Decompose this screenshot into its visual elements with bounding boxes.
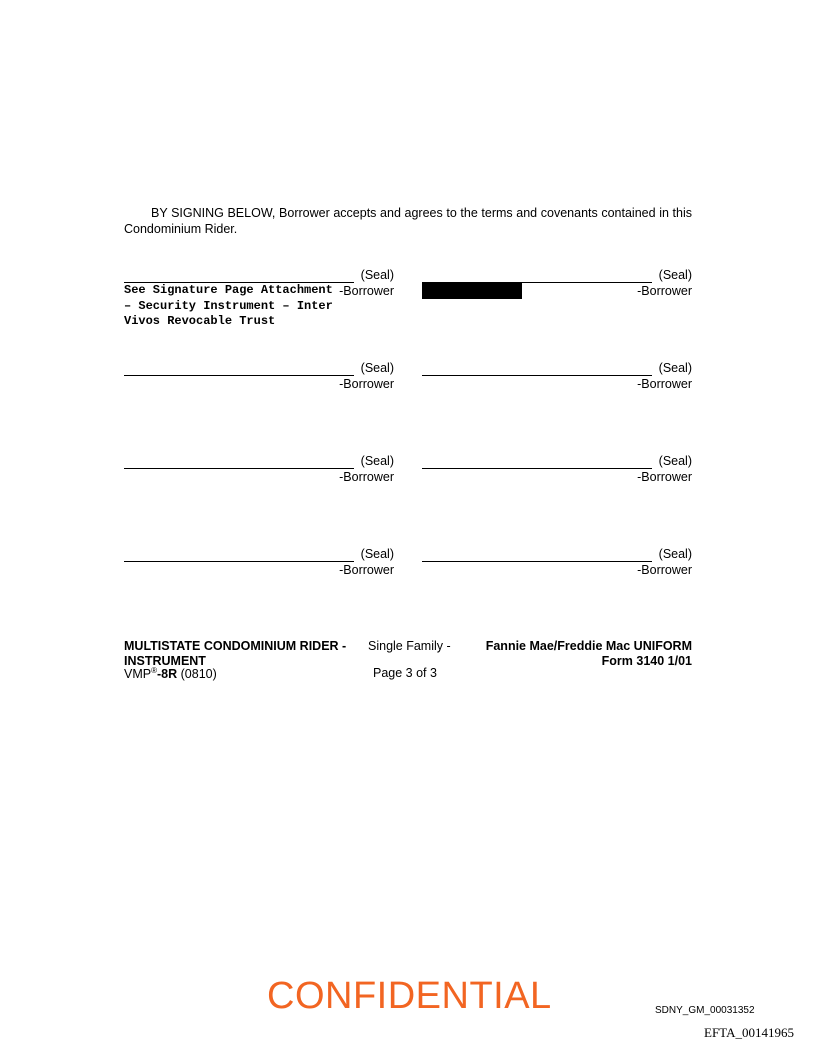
borrower-label: -Borrower: [637, 284, 692, 298]
signature-block-6: [422, 454, 692, 488]
vmp-label: VMP: [124, 667, 152, 682]
intro-text: BY SIGNING BELOW, Borrower accepts and agrees to the terms and covenants contained in this Condominium Rider.: [124, 206, 692, 236]
seal-label: (Seal): [360, 454, 394, 468]
footer-title-line: [124, 639, 692, 655]
seal-label: (Seal): [360, 361, 394, 375]
borrower-label: -Borrower: [339, 377, 394, 391]
signature-line: [422, 468, 652, 469]
footer-vmp-code: [124, 666, 217, 681]
confidential-stamp: CONFIDENTIAL: [267, 975, 552, 1017]
borrower-label: -Borrower: [339, 470, 394, 484]
intro-paragraph: [124, 205, 692, 237]
signature-block-7: [124, 547, 394, 581]
borrower-label: -Borrower: [339, 284, 394, 298]
borrower-label: -Borrower: [637, 563, 692, 577]
signature-line: [124, 468, 354, 469]
footer-form-number: Form 3140 1/01: [601, 654, 692, 668]
borrower-label: -Borrower: [637, 377, 692, 391]
borrower-label: -Borrower: [637, 470, 692, 484]
redaction-box: [422, 282, 522, 299]
registered-mark: ®: [151, 666, 157, 675]
signature-line: [124, 375, 354, 376]
bates-number: SDNY_GM_00031352: [655, 1005, 755, 1016]
signature-block-2: [422, 268, 692, 302]
signature-line: [422, 561, 652, 562]
signature-block-8: [422, 547, 692, 581]
signature-block-3: [124, 361, 394, 395]
footer-title-bold: MULTISTATE CONDOMINIUM RIDER -: [124, 639, 347, 653]
footer-title-mid: Single Family -: [368, 639, 451, 653]
footer-title-right: Fannie Mae/Freddie Mac UNIFORM: [485, 639, 692, 653]
seal-label: (Seal): [658, 454, 692, 468]
footer-instrument: INSTRUMENT: [124, 654, 206, 668]
seal-label: (Seal): [658, 547, 692, 561]
seal-label: (Seal): [658, 361, 692, 375]
seal-label: (Seal): [360, 268, 394, 282]
seal-label: (Seal): [360, 547, 394, 561]
signature-line: [422, 375, 652, 376]
trust-signature-note: See Signature Page Attachment – Security Instrument – Inter Vivos Revocable Trust: [124, 283, 333, 329]
footer-vmp-line: [124, 666, 692, 682]
efta-number: EFTA_00141965: [704, 1025, 794, 1040]
vmp-form-code: -8R: [157, 667, 178, 682]
page-number: Page 3 of 3: [373, 666, 437, 680]
seal-label: (Seal): [658, 268, 692, 282]
signature-line: [124, 561, 354, 562]
signature-block-4: [422, 361, 692, 395]
borrower-label: -Borrower: [339, 563, 394, 577]
vmp-code-date: (0810): [180, 667, 217, 682]
signature-block-5: [124, 454, 394, 488]
